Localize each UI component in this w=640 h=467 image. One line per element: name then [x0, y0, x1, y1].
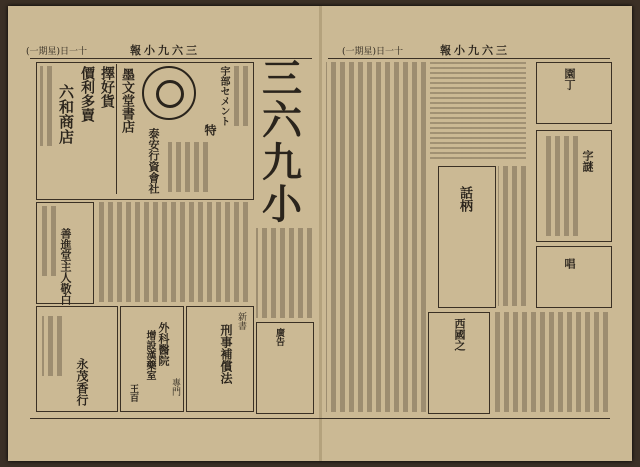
- ad-outer-surgery: 外科醫院: [157, 322, 170, 366]
- masthead-title: [256, 55, 308, 228]
- article-columns-right2: [430, 62, 526, 162]
- column-rensai-title: 話柄: [457, 186, 472, 212]
- title-char: 六: [262, 97, 302, 144]
- small-text-block: [42, 206, 56, 276]
- ad-tokusan: 特: [203, 124, 217, 136]
- ad-jiwen-books: 墨文堂書店: [119, 68, 134, 133]
- title-char: 九: [262, 139, 302, 186]
- seal-inner-icon: [156, 80, 184, 108]
- ad-prices: 價利多賣: [79, 66, 95, 122]
- ad-divider: [116, 64, 117, 194]
- title-char: 三: [262, 55, 302, 102]
- article-columns-mid: [256, 228, 312, 318]
- ad-honsha-text: 善進堂主人敬白: [59, 228, 72, 305]
- column-wanyuan-title: 園丁: [563, 68, 576, 90]
- small-text-block: [498, 166, 526, 306]
- ad-special: 專門: [170, 378, 180, 396]
- ad-label: 廣告: [274, 328, 284, 346]
- center-fold: [319, 6, 322, 461]
- left-page-header: 報小九六三: [130, 44, 200, 57]
- right-page-header: 報小九六三: [440, 44, 510, 57]
- ad-medical: 增設漢藥室: [144, 330, 155, 380]
- column-saiku-title: 字謎: [581, 150, 594, 172]
- article-columns-bottom-right: [492, 312, 608, 412]
- small-text-block: [42, 316, 62, 376]
- left-page-num: (一期星)日一十: [26, 47, 88, 57]
- newspaper-page: [8, 6, 632, 461]
- ad-box-bottom-mid: [256, 322, 314, 414]
- right-page-num: (一期星)日一十: [342, 47, 404, 57]
- small-text-block: [168, 142, 208, 192]
- ad-tean-trading: 泰安行資會社: [147, 128, 160, 194]
- article-columns-left: [98, 202, 248, 302]
- bottom-rule: [30, 418, 610, 419]
- column-yuefu: [536, 246, 612, 308]
- ad-new-book-label: 新書: [236, 312, 246, 330]
- small-text-block: [542, 136, 578, 236]
- small-text-block: [40, 66, 52, 146]
- ad-ube-cement: 宇部セメント: [218, 66, 229, 126]
- ad-yongmao-text: 永茂香行: [75, 358, 89, 406]
- small-text-block: [230, 66, 248, 126]
- ad-hangwa-store: 六和商店: [57, 84, 75, 144]
- column-xiwen-title: 西國之: [453, 318, 466, 351]
- ad-kanshu: 刑事補償法: [219, 324, 233, 384]
- article-columns-right: [326, 62, 426, 412]
- column-yuefu-title: 唱: [563, 258, 576, 269]
- ad-wangbai: 王百: [128, 384, 138, 402]
- ad-shop-selection: 擇好貨: [99, 66, 115, 108]
- right-header-rule: [328, 58, 610, 59]
- title-char: 小: [262, 181, 302, 228]
